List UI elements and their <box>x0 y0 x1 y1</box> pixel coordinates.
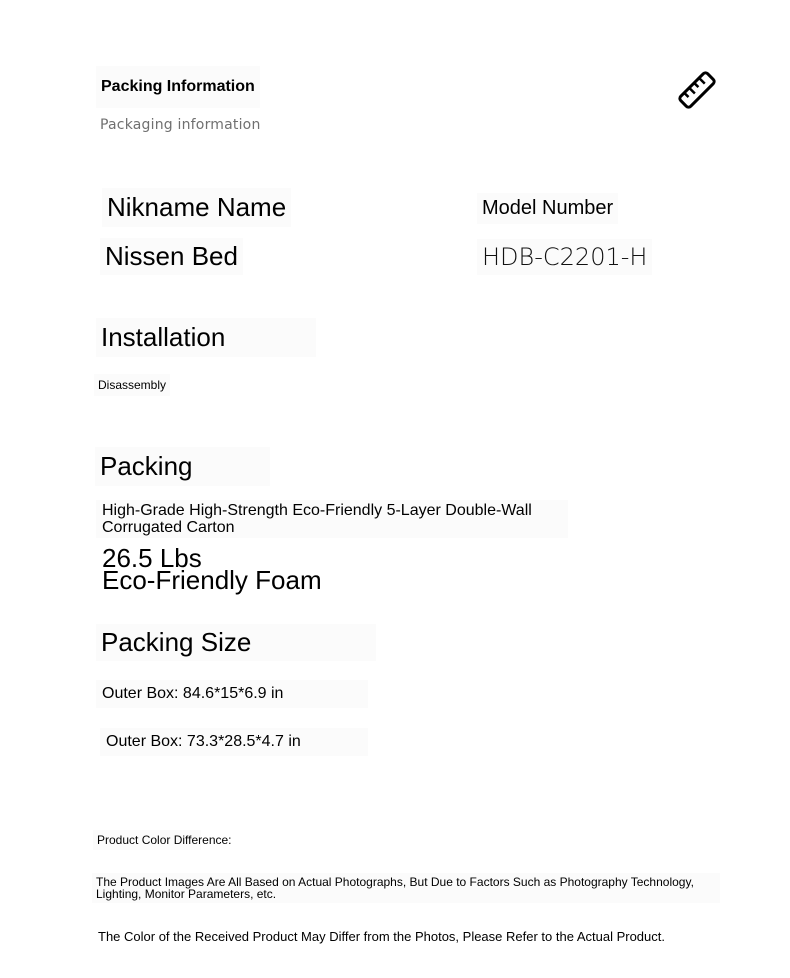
packing-foam: Eco-Friendly Foam <box>102 565 322 595</box>
packing-carton: High-Grade High-Strength Eco-Friendly 5-Layer Double-Wall Corrugated Carton <box>96 500 568 538</box>
packing-size-heading: Packing Size <box>96 624 376 661</box>
color-difference-heading: Product Color Difference: <box>93 830 201 850</box>
color-difference-note-1: The Product Images Are All Based on Actual Photographs, But Due to Factors Such as Photography Technology, Lighting, Monitor Parameters, etc. <box>92 873 720 903</box>
page-subtitle: Packaging information <box>100 117 261 133</box>
nickname-label: Nikname Name <box>102 188 291 227</box>
outer-box-2: Outer Box: 73.3*28.5*4.7 in <box>100 728 368 756</box>
packing-heading: Packing <box>95 447 270 486</box>
outer-box-1: Outer Box: 84.6*15*6.9 in <box>96 680 368 708</box>
packing-weight: 26.5 Lbs <box>102 543 202 573</box>
ruler-icon <box>676 70 718 110</box>
nickname-value: Nissen Bed <box>100 238 243 275</box>
installation-value: Disassembly <box>94 374 170 396</box>
installation-heading: Installation <box>96 318 316 357</box>
page-title: Packing Information <box>96 66 260 108</box>
model-number-value: HDB-C2201-H <box>477 239 652 275</box>
model-number-label: Model Number <box>477 193 618 224</box>
color-difference-note-2: The Color of the Received Product May Differ from the Photos, Please Refer to the Actual Product. <box>98 929 665 944</box>
